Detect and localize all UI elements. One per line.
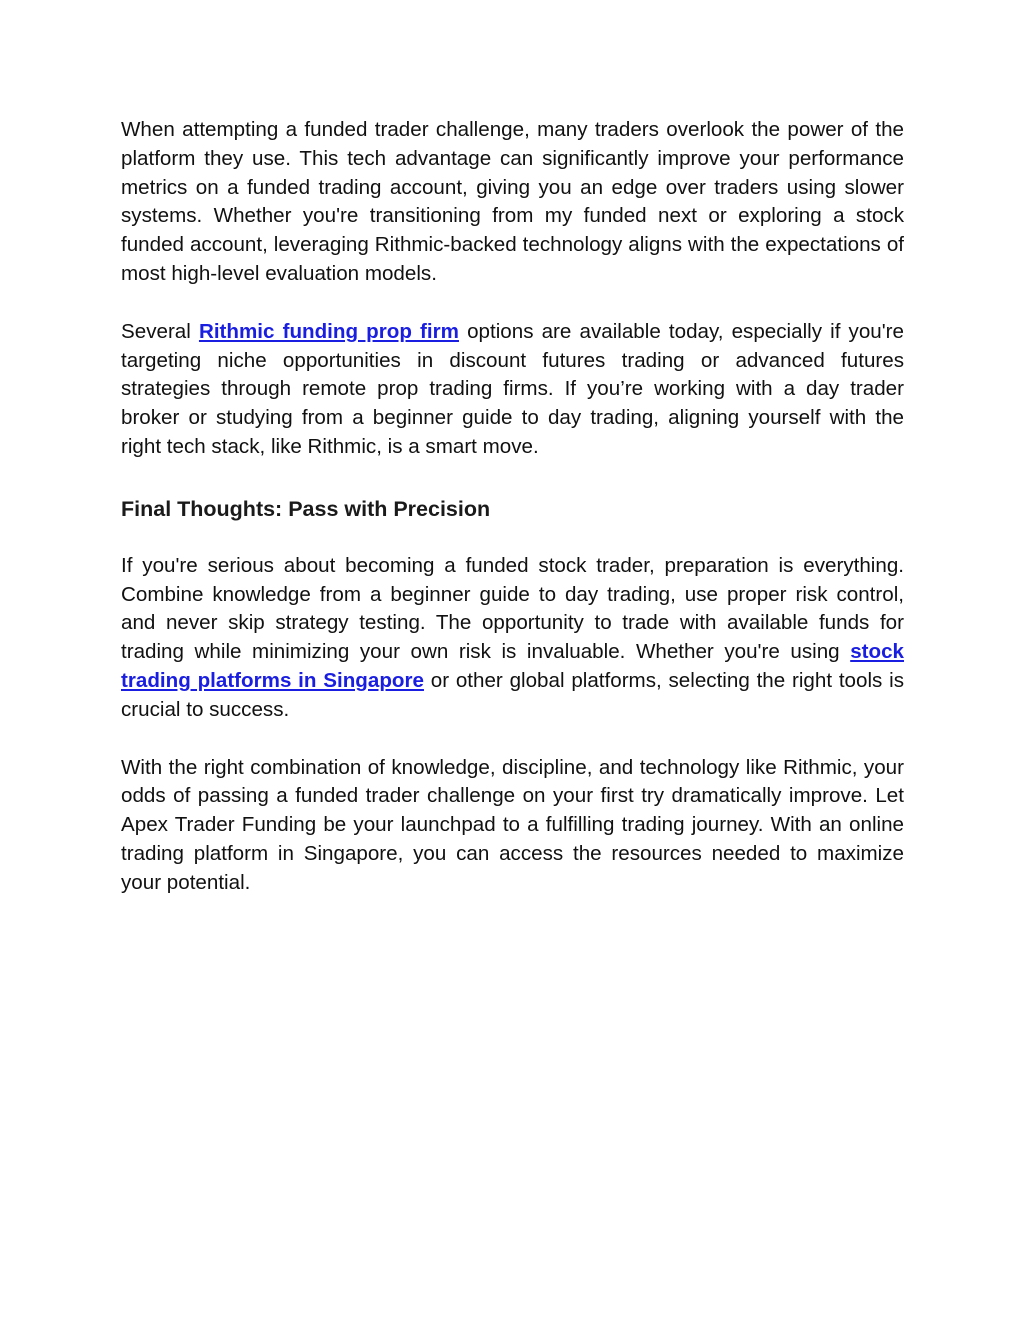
- paragraph-text-before-link: If you're serious about becoming a funded stock trader, preparation is everything. Combine knowledge from a beginner guide to day trading, use proper risk control, and never skip strategy testing. The opportunity to trade with available funds for trading while minimizing your own risk is invaluable. Whether you're using: [121, 553, 904, 664]
- rithmic-funding-prop-firm-link[interactable]: Rithmic funding prop firm: [198, 319, 459, 343]
- document-page: [121, 116, 904, 927]
- section-heading: Final Thoughts: Pass with Precision: [121, 496, 491, 521]
- paragraph-conclusion: With the right combination of knowledge, discipline, and technology like Rithmic, your odds of passing a funded trader challenge on your first try dramatically improve. Let Apex Trader Funding be your launchpad to a fulfilling trading journey. With an online trading platform in Singapore, you can access the resources needed to maximize your potential.: [121, 755, 904, 894]
- paragraph-rithmic-options: [121, 318, 904, 462]
- paragraph-text-after-link: options are available today, especially if you're targeting niche opportunities in discount futures trading or advanced futures strategies through remote prop trading firms. If you’re working with a day trader broker or studying from a beginner guide to day trading, aligning yourself with the right tech stack, like Rithmic, is a smart move.: [121, 319, 904, 458]
- paragraph-text-before-link: Several: [121, 319, 199, 343]
- paragraph-text-after-link: or other global platforms, selecting the right tools is crucial to success.: [121, 668, 904, 721]
- paragraph-preparation: [121, 552, 904, 725]
- paragraph-platform-advantage: When attempting a funded trader challenge, many traders overlook the power of the platform they use. This tech advantage can significantly improve your performance metrics on a funded trading account, giving you an edge over traders using slower systems. Whether you're transitioning from my funded next or exploring a stock funded account, leveraging Rithmic-backed technology aligns with the expectations of most high-level evaluation models.: [121, 118, 904, 285]
- stock-trading-platforms-singapore-link[interactable]: stock trading platforms in Singapore: [121, 640, 904, 692]
